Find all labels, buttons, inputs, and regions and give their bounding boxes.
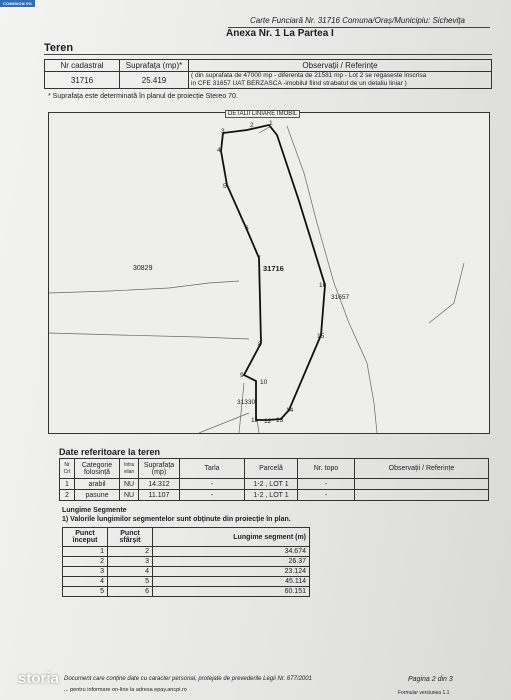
cell: arabil	[75, 479, 120, 490]
svg-text:10: 10	[260, 379, 268, 386]
cell-suprafata: 25.419	[120, 72, 189, 89]
page-number: Pagina 2 din 3	[408, 676, 453, 683]
carte-funciara-header: Carte Funciară Nr. 31716 Comuna/Oraș/Municipiu: Sichevița	[250, 16, 465, 25]
col-parcela: Parcelă	[245, 459, 298, 479]
svg-text:30829: 30829	[133, 265, 153, 272]
anexa-title: Anexa Nr. 1 La Partea I	[226, 28, 334, 39]
table-row	[63, 587, 310, 597]
cell: 4	[108, 567, 153, 577]
map-drawing	[49, 113, 489, 433]
col-suprafata-mp: Suprafața (mp)	[139, 459, 180, 479]
svg-text:12: 12	[264, 418, 272, 425]
cell: 5	[108, 577, 153, 587]
cell: 3	[108, 557, 153, 567]
col-suprafata: Suprafața (mp)*	[120, 60, 189, 72]
cell: -	[298, 490, 355, 501]
svg-text:4: 4	[217, 147, 221, 154]
cell: 26.37	[153, 557, 310, 567]
cell: NU	[120, 479, 139, 490]
cell: 45.114	[153, 577, 310, 587]
svg-text:14: 14	[286, 407, 294, 414]
svg-text:6: 6	[245, 225, 249, 232]
col-nr-cadastral: Nr cadastral	[45, 60, 120, 72]
teren-table	[44, 59, 492, 89]
cell: 2	[60, 490, 75, 501]
cell: 11.107	[139, 490, 180, 501]
cell: 1-2 , LOT 1	[245, 490, 298, 501]
cell: pasune	[75, 490, 120, 501]
svg-text:1: 1	[269, 120, 273, 127]
svg-text:31330: 31330	[237, 399, 256, 406]
cadastral-map	[48, 112, 490, 434]
date-teren-table	[59, 458, 489, 501]
cell: 23.124	[153, 567, 310, 577]
obs-line-2: in CFE 31657 UAT BERZASCA -imobilul fiind strabatut de un detaliu liniar )	[191, 80, 407, 87]
svg-text:31716: 31716	[263, 264, 284, 273]
table-row	[60, 479, 489, 490]
cell: 5	[63, 587, 108, 597]
obs-line-1: ( din suprafata de 47000 mp - diferenta de 21581 mp - Lot 2 se regaseste inscrisa	[191, 72, 427, 79]
epay-footer: ... pentru informare on-line la adresa epay.ancpi.ro	[64, 687, 187, 693]
teren-divider	[44, 54, 492, 55]
col-tarla: Tarla	[180, 459, 245, 479]
svg-text:11: 11	[251, 417, 258, 424]
col-observatii: Observații / Referințe	[189, 60, 492, 72]
col-nr-topo: Nr. topo	[298, 459, 355, 479]
lungime-subtitle: 1) Valorile lungimilor segmentelor sunt obținute din proiecție în plan.	[62, 516, 291, 523]
cell-nr-cadastral: 31716	[45, 72, 120, 89]
lungime-table	[62, 527, 310, 597]
cell: 34.674	[153, 547, 310, 557]
cell: -	[180, 490, 245, 501]
col-lungime: Lungime segment (m)	[153, 528, 310, 547]
cell: -	[180, 479, 245, 490]
svg-text:5: 5	[223, 183, 227, 190]
svg-text:2: 2	[250, 122, 254, 129]
col-punct-sfarsit: Punct sfârșit	[108, 528, 153, 547]
cell: 2	[108, 547, 153, 557]
form-version: Formular versiunea 1.1	[398, 690, 450, 696]
svg-text:8: 8	[258, 341, 262, 348]
teren-heading: Teren	[44, 42, 74, 54]
cell: 2	[63, 557, 108, 567]
cell: 60.151	[153, 587, 310, 597]
table-row	[63, 577, 310, 587]
col-observatii-ref: Observații / Referințe	[355, 459, 489, 479]
svg-text:15: 15	[317, 333, 325, 340]
table-row	[63, 567, 310, 577]
svg-text:7: 7	[257, 255, 261, 262]
svg-text:13: 13	[276, 417, 284, 424]
cell: 1	[60, 479, 75, 490]
storia-watermark: storia	[18, 670, 59, 687]
svg-text:31657: 31657	[331, 294, 350, 301]
commission-badge: COMISION 0%	[0, 0, 35, 7]
map-title: DETALII LINIARE IMOBIL	[225, 110, 300, 118]
table-row	[60, 490, 489, 501]
cell	[355, 479, 489, 490]
cell: -	[298, 479, 355, 490]
table-row	[63, 557, 310, 567]
cell	[355, 490, 489, 501]
cell: 3	[63, 567, 108, 577]
cell: 14.312	[139, 479, 180, 490]
cell: 4	[63, 577, 108, 587]
cell: NU	[120, 490, 139, 501]
date-teren-heading: Date referitoare la teren	[59, 447, 161, 457]
col-categorie: Categorie folosință	[75, 459, 120, 479]
svg-text:9: 9	[240, 372, 244, 379]
col-nr-crt: Nr Crt	[60, 459, 75, 479]
cell: 1	[63, 547, 108, 557]
privacy-footer: Document care conține date cu caracter personal, protejate de prevederile Legii Nr. 677/2001	[64, 676, 312, 682]
cell: 6	[108, 587, 153, 597]
projection-note: * Suprafața este determinată în planul de proiecție Stereo 70.	[48, 93, 238, 100]
svg-text:16: 16	[319, 282, 327, 289]
svg-text:3: 3	[221, 128, 225, 135]
cell: 1-2 , LOT 1	[245, 479, 298, 490]
col-punct-inceput: Punct început	[63, 528, 108, 547]
lungime-heading: Lungime Segmente	[62, 507, 127, 514]
col-intravilan: Intra vilan	[120, 459, 139, 479]
table-row	[63, 547, 310, 557]
cell-observatii	[189, 72, 492, 89]
